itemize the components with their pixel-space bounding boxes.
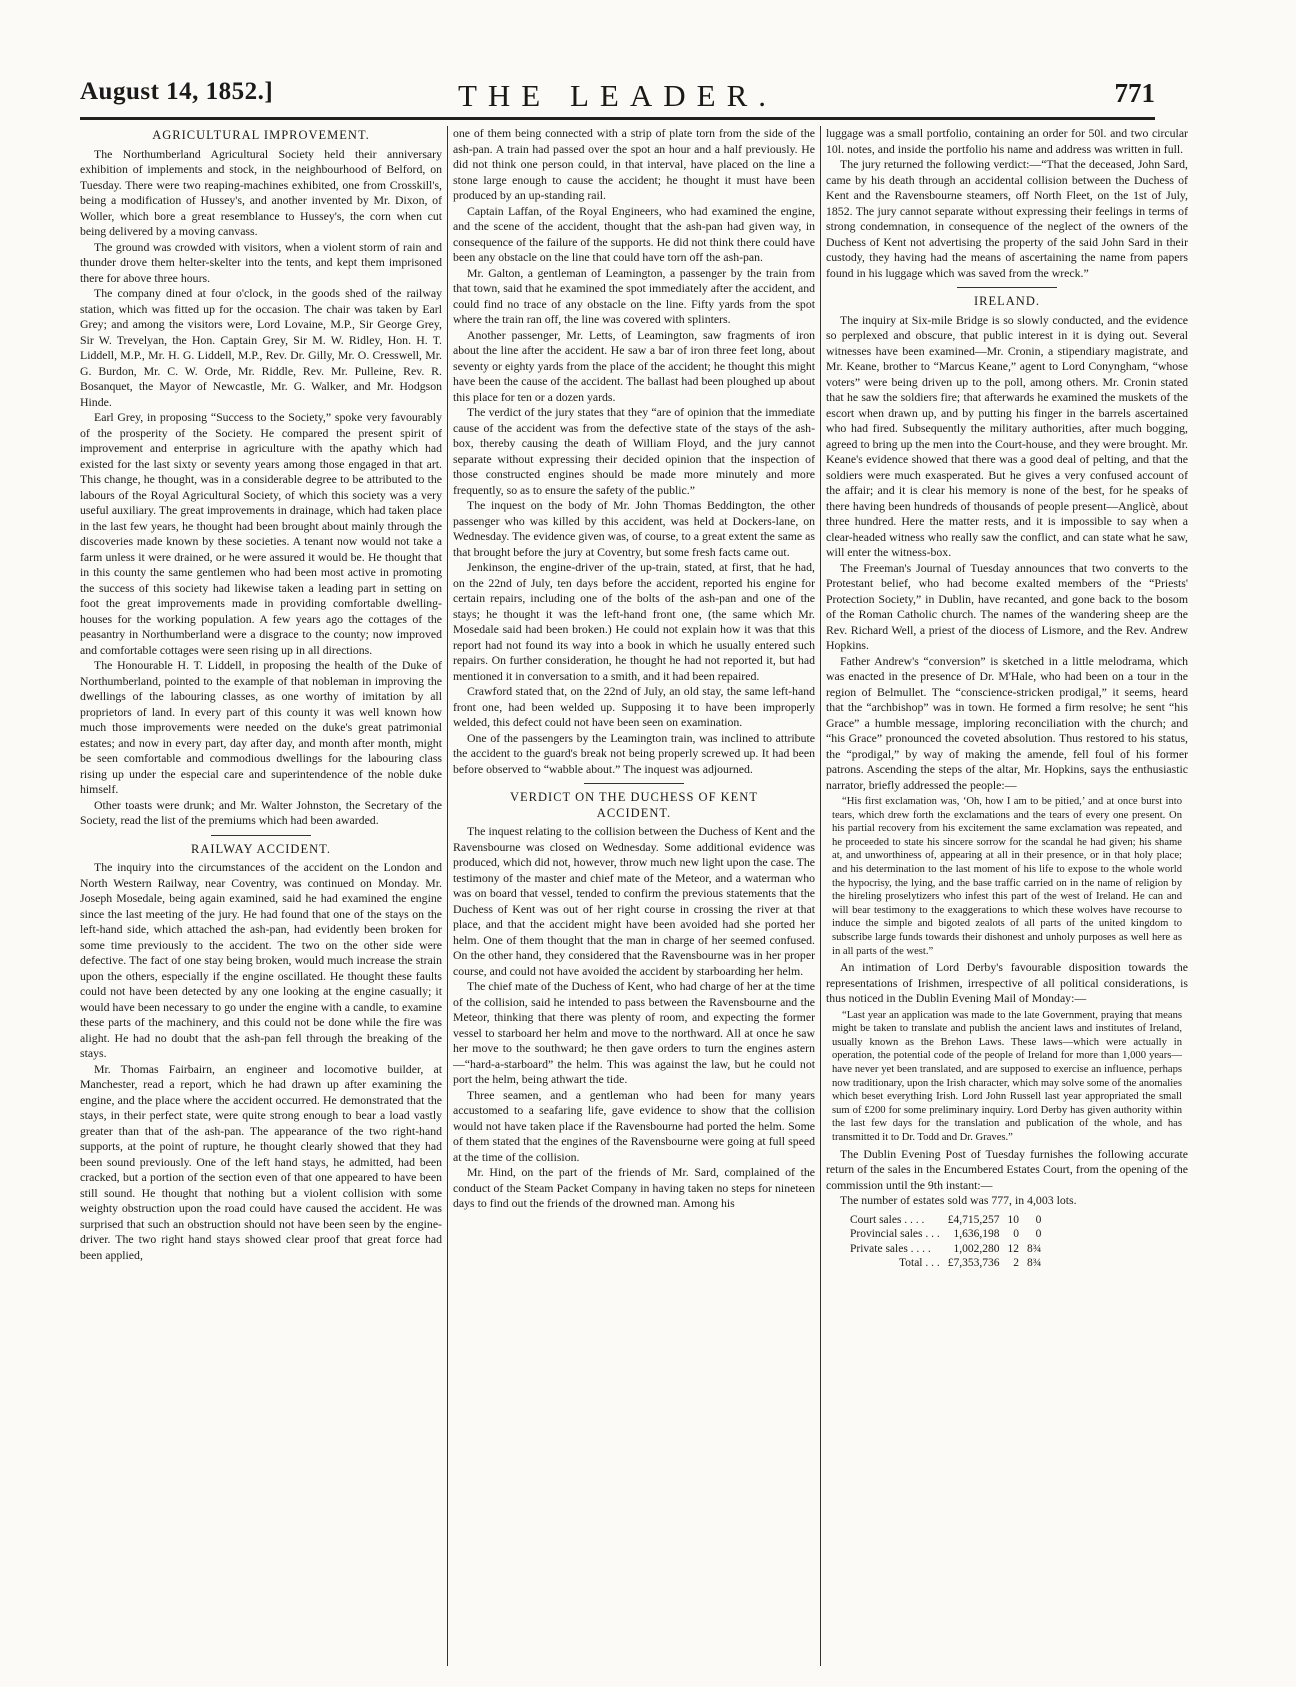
paragraph: Jenkinson, the engine-driver of the up-train, stated, at first, that he had, on the 22nd of July, ten days before the accident, reported his engine for certain repairs, including one of the bolts of the ash-pan and one of the stays; he thought it was the left-hand front one, (the same which Mr. Mosedale said had been broken.) He could not explain how it was that this report had not found its way into a book in which he usually entered such repairs. On further consideration, he thought he had not reported it, but had mentioned it in conversation to a smith, and it had been repaired.: [453, 560, 815, 683]
heading-line: VERDICT ON THE DUCHESS OF KENT: [510, 790, 758, 804]
paragraph: An intimation of Lord Derby's favourable disposition towards the representations of Irishmen, irrespective of all political considerations, is thus noticed in the Dublin Evening Mail of Monday:—: [826, 960, 1188, 1006]
railway-body: [80, 860, 442, 1263]
newspaper-title: THE LEADER.: [457, 78, 778, 113]
column-divider: [820, 126, 821, 1666]
article-heading-railway: RAILWAY ACCIDENT.: [191, 841, 331, 856]
paragraph: luggage was a small portfolio, containing an order for 50l. and two circular 10l. notes, and inside the portfolio his name and address was written in full.: [826, 126, 1188, 156]
column-1: [80, 126, 442, 1670]
sales-label: Court sales . . . .: [850, 1213, 925, 1226]
masthead: [80, 78, 1155, 118]
sales-intro: The number of estates sold was 777, in 4,003 lots.: [840, 1193, 1077, 1208]
verdict-body-continued: [826, 126, 1188, 281]
sales-label: Private sales . . . .: [850, 1242, 931, 1255]
paragraph: The Freeman's Journal of Tuesday announces that two converts to the Protestant belief, who had become exalted members of the “Priests' Protection Society,” in Dublin, have recanted, and gone back to the bosom of the Roman Catholic church. The names of the wandering sheep are the Rev. Richard Well, a priest of the diocess of Lismore, and the Rev. Andrew Hopkins.: [826, 560, 1188, 652]
section-divider: [584, 783, 684, 784]
verdict-body: [453, 824, 815, 1212]
sales-total-pence: 8¾: [1027, 1257, 1042, 1270]
sales-shillings: 0: [1013, 1228, 1019, 1241]
sales-pence: 0: [1035, 1213, 1042, 1226]
quote-text: “His first exclamation was, ‘Oh, how I am to be pitied,’ and at once burst into tears, which drew forth the exclamations and the tears of every one present. On his partial recovery from his excitement the same exclamation was repeated, and he proceeded to state his sincere sorrow for the scandal he had given; his shame at, and unworthiness of, appearing at all in their presence, or in that holy place; and his determination to the last moment of his life to expose to the whole world the hypocrisy, the lying, and the base traffic carried on in the name of religion by the hireling proselytizers who infest this part of the west of Ireland. He can and will bear testimony to the exaggerations to which these wolves have recourse to induce the simple and bigoted zealots of all parts of the united kingdom to subscribe large funds towards their dishonest and unholy purposes as well here as in all parts of the west.”: [832, 796, 1182, 957]
sales-pence: 8¾: [1027, 1242, 1042, 1255]
column-3: [826, 126, 1188, 1670]
sales-shillings: 10: [1007, 1213, 1019, 1226]
table-row: [846, 1242, 1045, 1257]
paragraph: The inquest relating to the collision between the Duchess of Kent and the Ravensbourne was closed on Wednesday. Some additional evidence was produced, which did not, however, throw much new light upon the case. The testimony of the master and chief mate of the Meteor, and a waterman who was on board that vessel, tended to confirm the previous statements that the Duchess of Kent was out of her right course in crossing the river at that place, and that the accident might have been avoided had she ported her helm. One of them thought that the man in charge of her seemed confused. On the other hand, they considered that the Ravensbourne was in her proper course, and could not have avoided the accident by starboarding her helm.: [453, 824, 815, 978]
paragraph: One of the passengers by the Leamington train, was inclined to attribute the accident to the guard's break not being properly screwed up. It had been before observed to “wabble about.” The inquest was adjourned.: [453, 730, 815, 776]
heading-line: ACCIDENT.: [596, 805, 672, 820]
block-quote: [826, 795, 1188, 958]
article-heading-verdict: [453, 790, 815, 821]
column-2: [453, 126, 815, 1670]
paragraph: The verdict of the jury states that they “are of opinion that the immediate cause of the accident was from the defective state of the stays of the ash-box, thereby causing the death of William Floyd, and the jury cannot separate without expressing their decided opinion that the inspection of those constructed engines should be made more minutely and more frequently, so as to ensure the safety of the public.”: [453, 405, 815, 497]
block-quote: [826, 1009, 1188, 1145]
issue-date: August 14, 1852.]: [80, 78, 274, 105]
column-divider: [447, 126, 448, 1666]
paragraph: The Honourable H. T. Liddell, in proposing the health of the Duke of Northumberland, pointed to the example of that nobleman in improving the dwellings of the labouring classes, as one worthy of imitation by all proprietors of land. In every part of this county it was well known how much those improvements were needed on the duke's great patrimonial estates; and now in every part, day after day, and month after month, might be seen comfortable and commodious dwellings for the labouring class rising up under the especial care and superintendence of the noble duke himself.: [80, 658, 442, 796]
sales-total-pounds: £7,353,736: [947, 1257, 1000, 1270]
section-divider: [957, 287, 1057, 288]
sales-shillings: 12: [1007, 1242, 1019, 1255]
sales-pounds: 1,002,280: [953, 1242, 1000, 1255]
sales-total-shillings: 2: [1013, 1257, 1019, 1270]
paragraph: one of them being connected with a strip of plate torn from the side of the ash-pan. A train had passed over the spot an hour and a half previously. He did not think one person could, in that interval, have placed on the line a stone large enough to cause the accident; he thought it must have been produced by an up-standing rail.: [453, 126, 815, 202]
section-divider: [211, 835, 311, 836]
article-heading-agricultural: AGRICULTURAL IMPROVEMENT.: [152, 128, 370, 142]
article-heading-ireland: IRELAND.: [974, 294, 1040, 308]
paragraph: The Dublin Evening Post of Tuesday furnishes the following accurate return of the sales in the Encumbered Estates Court, from the opening of the commission until the 9th instant:—: [826, 1146, 1188, 1192]
paragraph: Another passenger, Mr. Letts, of Leamington, saw fragments of iron about the line after the accident. He saw a bar of iron three feet long, about seventy or eighty yards from the place of the accident; he thought this might have been the cause of the accident. The ballast had been ploughed up about this place for ten or a dozen yards.: [453, 327, 815, 404]
table-row: [846, 1213, 1045, 1228]
paragraph: The ground was crowded with visitors, when a violent storm of rain and thunder drove them helter-skelter into the tents, and kept them imprisoned there for above three hours.: [80, 239, 442, 285]
quote-text: “Last year an application was made to the late Government, praying that means might be taken to translate and publish the ancient laws and institutes of Ireland, usually known as the Brehon Laws. These laws—which were actually in operation, the potential code of the people of Ireland for more than 1,000 years—have never yet been translated, and are supposed to exercise an influence, perhaps now traditionary, upon the Irish character, which may solve some of the anomalies which beset everything Irish. Lord John Russell last year appropriated the small sum of £200 for some preliminary inquiry. Lord Derby has given authority within the last few days for the translation and publication of the whole, and has transmitted it to Dr. Todd and Dr. Graves.”: [832, 1009, 1182, 1143]
sales-total-label: Total . . .: [899, 1257, 940, 1270]
page-number: 771: [1114, 78, 1155, 108]
masthead-rule: [80, 117, 1155, 120]
paragraph: Mr. Thomas Fairbairn, an engineer and locomotive builder, at Manchester, read a report, which he had drawn up after examining the engine, and the place where the accident occurred. He demonstrated that the stays, in their perfect state, were quite strong enough to bear a load vastly greater than that of the ash-pan. The appearance of the two right-hand supports, at the point of rupture, he thought clearly showed that they had been sound previously. One of the left hand stays, he admitted, had been cracked, but a portion of the section even of that one appeared to have been still sound. He thought that nothing but a violent collision with some weighty obstruction upon the road could have caused the accident. He was surprised that such an obstruction should not have been seen by the engine-driver. The two right hand stays showed clear proof that great force had been applied,: [80, 1061, 442, 1262]
paragraph: Earl Grey, in proposing “Success to the Society,” spoke very favourably of the prosperity of the Society. He compared the present spirit of improvement and enterprise in agriculture with the apathy which had existed for the last sixty or seventy years among those engaged in that art. This change, he thought, was in a considerable degree to be attributed to the labours of the Royal Agricultural Society, of which this society was a very useful auxiliary. The great improvements in drainage, which had taken place in the last few years, he thought had been brought about mainly through the discoveries made known by these societies. A tenant now would not take a farm unless it were drained, or he were assured it would be. He thought that in this county the same gentlemen who had been most active in promoting the success of this society had likewise taken a leading part in setting on foot the great improvements made in providing comfortable dwelling-houses for the working population. A few years ago the cottages of the peasantry in Northumberland were a disgrace to the county; now improved and comfortable cottages were seen rising up in all directions.: [80, 410, 442, 657]
agricultural-body: [80, 147, 442, 829]
paragraph: Other toasts were drunk; and Mr. Walter Johnston, the Secretary of the Society, read the list of the premiums which had been awarded.: [80, 797, 442, 827]
paragraph: Crawford stated that, on the 22nd of July, an old stay, the same left-hand front one, had been welded up. Supposing it to have been improperly welded, this defect could not have been seen on examination.: [453, 684, 815, 729]
paragraph: Captain Laffan, of the Royal Engineers, who had examined the engine, and the scene of the accident, thought that the ash-pan had given way, in consequence of the failure of the supports. He did not think there could have been any obstacle on the line that could have torn off the ash-pan.: [453, 203, 815, 264]
sales-pence: 0: [1035, 1228, 1042, 1241]
paragraph: Mr. Galton, a gentleman of Leamington, a passenger by the train from that town, said that he examined the spot immediately after the accident, and could find no trace of any obstacle on the line. Fifty yards from the spot where the train ran off, the line was covered with splinters.: [453, 265, 815, 326]
paragraph: The company dined at four o'clock, in the goods shed of the railway station, which was fitted up for the occasion. The chair was taken by Earl Grey; and among the visitors were, Lord Lovaine, M.P., Sir George Grey, Sir W. Trevelyan, the Hon. Captain Grey, Sir M. W. Ridley, Hon. H. T. Liddell, M.P., Mr. H. G. Liddell, M.P., Rev. Dr. Gilly, Mr. O. Cresswell, Mr. G. Burdon, Mr. C. W. Orde, Mr. Riddle, Rev. Mr. Pulleine, Rev. R. Bosanquet, the Mayor of Newcastle, Mr. G. Walker, and Mr. Hodgson Hinde.: [80, 286, 442, 409]
railway-body-continued: [453, 126, 815, 777]
paragraph: Father Andrew's “conversion” is sketched in a little melodrama, which was enacted in the presence of Dr. M'Hale, who had been on a tour in the region of Belmullet. The “conscience-stricken prodigal,” it seems, heard that the “archbishop” was in town. He formed a firm resolve; he sent “his Grace” a humble message, imploring reconciliation with the church; and “his Grace” pronounced the coveted absolution. Thus restored to his status, the “prodigal,” by way of making the amende, fell foul of his former patrons. Ascending the steps of the altar, Mr. Hopkins, says the enthusiastic narrator, briefly addressed the people:—: [826, 653, 1188, 792]
paragraph: The inquiry at Six-mile Bridge is so slowly conducted, and the evidence so perplexed and obscure, that public interest in it is dying out. Several witnesses have been examined—Mr. Cronin, a stipendiary magistrate, and Mr. Keane, brother to “Marcus Keane,” agent to Lord Conyngham, “whose voters” were being driven up to the poll, among others. Mr. Cronin stated that he saw the soldiers fire; that afterwards he examined the muskets of the escort when drawn up, and by putting his finger in the barrels ascertained who had fired. Subsequently the military authorities, after much bogging, agreed to bring up the men into the Court-house, and they were brought. Mr. Keane's evidence showed that there was a good deal of pelting, and that the soldiers were much exasperated. But he gives a very confused account of the affair; and it is clear his memory is none of the best, for he speaks of there having been hundreds of thousands of people present—Anglicè, about three hundred. Here the matter rests, and it is impossible to say when a clear-headed witness who really saw the conflict, and can state what he saw, will enter the witness-box.: [826, 312, 1188, 559]
paragraph: The inquest on the body of Mr. John Thomas Beddington, the other passenger who was killed by this accident, was held at Dockers-lane, on Wednesday. The evidence given was, of course, to a great extent the same as that brought before the jury at Coventry, but some fresh facts came out.: [453, 498, 815, 559]
table-total-row: [846, 1256, 1045, 1271]
paragraph: The chief mate of the Duchess of Kent, who had charge of her at the time of the collision, said he intended to pass between the Ravensbourne and the Meteor, thinking that there was plenty of room, and expecting the former vessel to starboard her helm and move to the northward. All at once he saw her move to the southward; he then gave orders to turn the engines astern—“hard-a-starboard” the helm. This was against the law, but he could not port the helm, being athwart the tide.: [453, 979, 815, 1086]
paragraph: Mr. Hind, on the part of the friends of Mr. Sard, complained of the conduct of the Steam Packet Company in having taken no steps for nineteen days to find out the friends of the drowned man. Among his: [453, 1165, 815, 1210]
paragraph: Three seamen, and a gentleman who had been for many years accustomed to a seafaring life, gave evidence to show that the collision would not have taken place if the Ravensbourne had ported the helm. Some of them stated that the engines of the Ravensbourne were going at full speed at the time of the collision.: [453, 1087, 815, 1164]
paragraph: The Northumberland Agricultural Society held their anniversary exhibition of implements and stock, in the neighbourhood of Belford, on Tuesday. There were two reaping-machines exhibited, one from Crosskill's, being a modification of Hussey's, and another invented by Mr. Dixon, of Woller, which bore a great resemblance to Hussey's, the corn when cut being delivered by a moving canvass.: [80, 146, 442, 238]
paragraph: The jury returned the following verdict:—“That the deceased, John Sard, came by his death through an accidental collision between the Duchess of Kent and the Ravensbourne steamers, off North Fleet, on the 1st of July, 1852. The jury cannot separate without expressing their feelings in terms of strong condemnation, in consequence of the neglect of the owners of the Duchess of Kent not advertising the property of the said John Sard in their custody, they having had the means of ascertaining the name from papers found in his luggage which was saved from the wreck.”: [826, 157, 1188, 280]
sales-table: [846, 1213, 1045, 1271]
sales-pounds: 1,636,198: [953, 1228, 1000, 1241]
paragraph: The inquiry into the circumstances of the accident on the London and North Western Railway, near Coventry, was continued on Monday. Mr. Joseph Mosedale, being again examined, said he had examined the engine since the last meeting of the jury. He had found that one of the stays on the left-hand side, which attached the ash-pan, had evidently been broken for some time previously to the accident. The two on the other side were defective. The fact of one stay being broken, would much increase the strain upon the others, especially if the engine oscillated. He thought these faults could not have been detected by any one looking at the engine casually; it would have been necessary to go under the engine with a candle, to examine these parts of the machinery, and this could not be done while the fire was alight. He had no doubt that the ash-pan fell through the breaking of the stays.: [80, 860, 442, 1060]
table-row: [846, 1227, 1045, 1242]
sales-label: Provincial sales . . .: [850, 1228, 940, 1241]
ireland-body: [826, 313, 1188, 1271]
sales-pounds: £4,715,257: [947, 1213, 1000, 1226]
